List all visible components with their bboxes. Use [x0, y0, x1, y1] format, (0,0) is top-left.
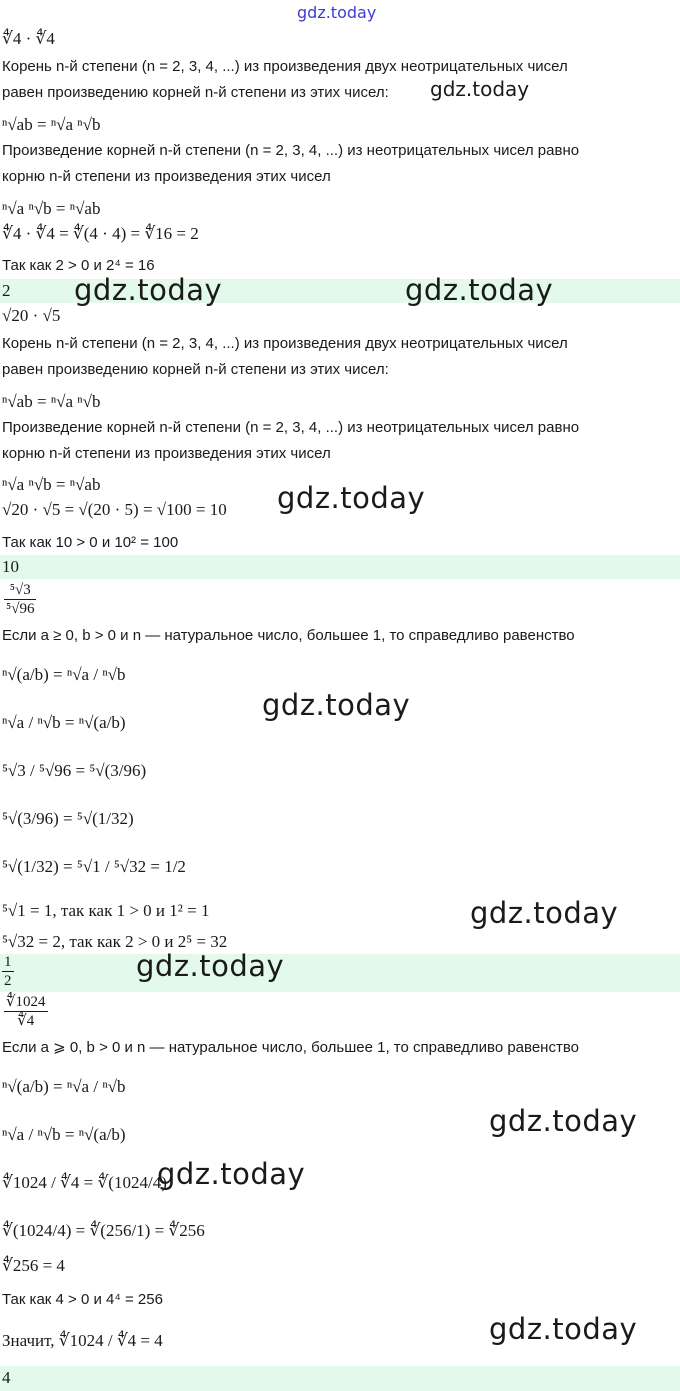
answer: 10 [2, 557, 19, 576]
watermark: gdz.today [262, 688, 411, 722]
problem-expression: ∜4 · ∜4 [2, 29, 55, 48]
calculation: ∜256 = 4 [2, 1256, 65, 1275]
rule-text: Если a ⩾ 0, b > 0 и n — натуральное число, большее 1, то справедливо равенство [2, 1039, 579, 1056]
rule-text: корню n-й степени из произведения этих чисел [2, 168, 331, 185]
rule-text: Произведение корней n-й степени (n = 2, 3, 4, ...) из неотрицательных чисел равно [2, 142, 580, 159]
watermark: gdz.today [430, 77, 530, 101]
answer: 2 [2, 281, 11, 300]
problem-expression [4, 993, 48, 1030]
rule-text: равен произведению корней n-й степени из этих чисел: [2, 84, 389, 101]
watermark: gdz.today [277, 481, 426, 515]
denominator: ∜4 [17, 1013, 35, 1029]
numerator: ∜1024 [6, 994, 46, 1010]
answer-band [0, 555, 680, 579]
watermark: gdz.today [157, 1157, 306, 1191]
numerator: ⁵√3 [4, 581, 36, 600]
formula: ⁿ√a / ⁿ√b = ⁿ√(a/b) [2, 1125, 126, 1144]
watermark: gdz.today [297, 3, 377, 22]
watermark: gdz.today [74, 273, 223, 307]
formula: ⁿ√a / ⁿ√b = ⁿ√(a/b) [2, 713, 126, 732]
watermark: gdz.today [470, 896, 619, 930]
conclusion: Значит, ∜1024 / ∜4 = 4 [2, 1331, 163, 1350]
answer: 4 [2, 1368, 11, 1387]
formula: ⁿ√(a/b) = ⁿ√a / ⁿ√b [2, 1077, 126, 1096]
formula: ⁿ√ab = ⁿ√a ⁿ√b [2, 115, 101, 134]
rule-text: Корень n-й степени (n = 2, 3, 4, ...) из произведения двух неотрицательных чисел [2, 58, 568, 75]
answer [2, 953, 14, 990]
answer-band [0, 1366, 680, 1391]
answer-band [0, 954, 680, 992]
calculation: ∜(1024/4) = ∜(256/1) = ∜256 [2, 1221, 205, 1240]
rule-text: Корень n-й степени (n = 2, 3, 4, ...) из произведения двух неотрицательных чисел [2, 335, 568, 352]
watermark: gdz.today [489, 1312, 638, 1346]
rule-text: равен произведению корней n-й степени из этих чисел: [2, 361, 389, 378]
watermark: gdz.today [136, 949, 285, 983]
calculation: ⁵√(1/32) = ⁵√1 / ⁵√32 = 1/2 [2, 857, 186, 876]
rule-text: корню n-й степени из произведения этих чисел [2, 445, 331, 462]
formula: ⁿ√(a/b) = ⁿ√a / ⁿ√b [2, 665, 126, 684]
explanation: Так как 10 > 0 и 10² = 100 [2, 534, 179, 551]
watermark: gdz.today [405, 273, 554, 307]
calculation: ⁵√3 / ⁵√96 = ⁵√(3/96) [2, 761, 147, 780]
formula: ⁿ√a ⁿ√b = ⁿ√ab [2, 199, 101, 218]
denominator: ⁵√96 [6, 601, 35, 617]
explanation: ⁵√32 = 2, так как 2 > 0 и 2⁵ = 32 [2, 932, 228, 951]
explanation: Так как 4 > 0 и 4⁴ = 256 [2, 1291, 163, 1308]
watermark: gdz.today [489, 1104, 638, 1138]
numerator: 1 [4, 954, 12, 970]
rule-text: Произведение корней n-й степени (n = 2, 3, 4, ...) из неотрицательных чисел равно [2, 419, 580, 436]
explanation: Так как 2 > 0 и 2⁴ = 16 [2, 257, 155, 274]
explanation: ⁵√1 = 1, так как 1 > 0 и 1² = 1 [2, 901, 210, 920]
calculation: √20 · √5 = √(20 · 5) = √100 = 10 [2, 500, 227, 519]
formula: ⁿ√a ⁿ√b = ⁿ√ab [2, 475, 101, 494]
rule-text: Если a ≥ 0, b > 0 и n — натуральное число, большее 1, то справедливо равенство [2, 627, 575, 644]
problem-expression [4, 581, 36, 618]
calculation: ∜1024 / ∜4 = ∜(1024/4) [2, 1173, 167, 1192]
denominator: 2 [4, 973, 12, 989]
calculation: ⁵√(3/96) = ⁵√(1/32) [2, 809, 134, 828]
calculation: ∜4 · ∜4 = ∜(4 · 4) = ∜16 = 2 [2, 224, 199, 243]
formula: ⁿ√ab = ⁿ√a ⁿ√b [2, 392, 101, 411]
problem-expression: √20 · √5 [2, 306, 61, 325]
